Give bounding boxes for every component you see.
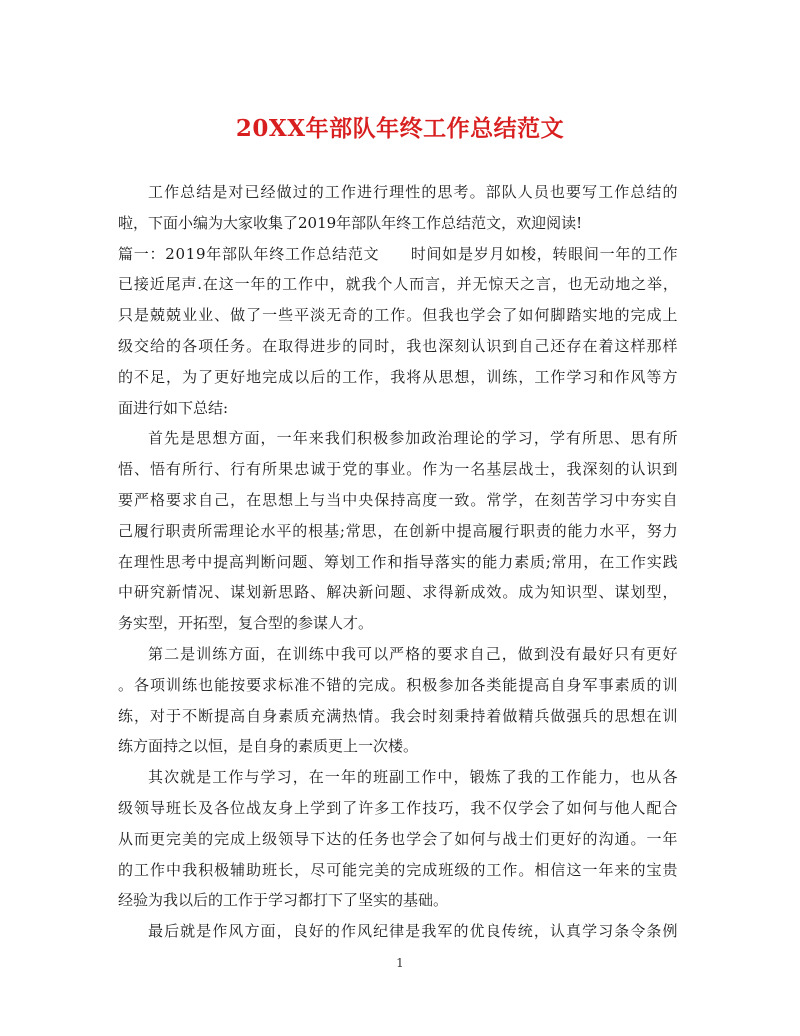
text-line: 练方面持之以恒，是自身的素质更上一次楼。 xyxy=(118,737,419,756)
text-line: 工 作 总 结 是 对 已 经 做 过 的 工 作 进 行 理 性 的 思 考 。 部 队 人 员 也 要 写 工 作 总 结 的 xyxy=(148,183,678,201)
text-line: 只 是 兢 兢 业 业 、 做 了 一 些 平 淡 无 奇 的 工 作 。 但 我 也 学 会 了 如 何 脚 踏 实 地 的 完 成 上 xyxy=(118,306,678,325)
text-line: 啦，下面小编为大家收集了2019年部队年终工作总结范文，欢迎阅读! xyxy=(118,213,583,232)
text-line: 篇 一 ： 2 0 1 9 年 部 队 年 终 工 作 总 结 范 文 时 间 如 是 岁 月 如 梭 ， 转 眼 间 一 年 的 工 作 xyxy=(118,244,678,263)
text-line: 面进行如下总结: xyxy=(118,398,229,417)
text-line: 级 领 导 班 长 及 各 位 战 友 身 上 学 到 了 许 多 工 作 技 巧 ， 我 不 仅 学 会 了 如 何 与 他 人 配 合 xyxy=(118,798,678,817)
text-line: 首 先 是 思 想 方 面 ， 一 年 来 我 们 积 极 参 加 政 治 理 论 的 学 习 ， 学 有 所 思 、 思 有 所 xyxy=(148,429,678,448)
text-line: 其 次 就 是 工 作 与 学 习 ， 在 一 年 的 班 副 工 作 中 ， 锻 炼 了 我 的 工 作 能 力 ， 也 从 各 xyxy=(148,768,678,787)
text-line: 要 严 格 要 求 自 己 ， 在 思 想 上 与 当 中 央 保 持 高 度 一 致 。 常 学 ， 在 刻 苦 学 习 中 夯 实 自 xyxy=(118,490,678,509)
text-line: 悟 、 悟 有 所 行 、 行 有 所 果 忠 诚 于 党 的 事 业 。 作 为 一 名 基 层 战 士 ， 我 深 刻 的 认 识 到 xyxy=(118,460,678,479)
text-line: 已 接 近 尾 声 . 在 这 一 年 的 工 作 中 ， 就 我 个 人 而 言 ， 并 无 惊 天 之 言 ， 也 无 动 地 之 举 ， xyxy=(118,275,678,294)
text-line: 务实型，开拓型，复合型的参谋人才。 xyxy=(118,614,374,633)
text-line: 在 理 性 思 考 中 提 高 判 断 问 题 、 筹 划 工 作 和 指 导 落 实 的 能 力 素 质 ; 常 用 ， 在 工 作 实 践 xyxy=(118,552,678,571)
text-line: 最 后 就 是 作 风 方 面 ， 良 好 的 作 风 纪 律 是 我 军 的 优 良 传 统 ， 认 真 学 习 条 令 条 例 xyxy=(148,922,678,941)
text-line: 经验为我以后的工作于学习都打下了坚实的基础。 xyxy=(118,891,449,910)
text-line: 的 不 足 ， 为 了 更 好 地 完 成 以 后 的 工 作 ， 我 将 从 思 想 ， 训 练 ， 工 作 学 习 和 作 风 等 方 xyxy=(118,367,678,386)
text-line: 第 二 是 训 练 方 面 ， 在 训 练 中 我 可 以 严 格 的 要 求 自 己 ， 做 到 没 有 最 好 只 有 更 好 xyxy=(148,644,678,663)
document-body xyxy=(118,177,678,947)
text-line: 。 各 项 训 练 也 能 按 要 求 标 准 不 错 的 完 成 。 积 极 参 加 各 类 能 提 高 自 身 军 事 素 质 的 训 xyxy=(118,675,678,694)
document-title: 20XX年部队年终工作总结范文 xyxy=(235,115,565,142)
text-line: 级 交 给 的 各 项 任 务 。 在 取 得 进 步 的 同 时 ， 我 也 深 刻 认 识 到 自 己 还 存 在 着 这 样 那 样 xyxy=(118,336,678,355)
text-line: 己 履 行 职 责 所 需 理 论 水 平 的 根 基 ; 常 思 ， 在 创 新 中 提 高 履 行 职 责 的 能 力 水 平 ， 努 力 xyxy=(118,521,678,540)
page-number: 1 xyxy=(396,956,404,970)
text-line: 的 工 作 中 我 积 极 辅 助 班 长 ， 尽 可 能 完 美 的 完 成 班 级 的 工 作 。 相 信 这 一 年 来 的 宝 贵 xyxy=(118,860,678,879)
text-line: 练 ， 对 于 不 断 提 高 自 身 素 质 充 满 热 情 。 我 会 时 刻 秉 持 着 做 精 兵 做 强 兵 的 思 想 在 训 xyxy=(118,706,678,725)
text-line: 中 研 究 新 情 况 、 谋 划 新 思 路 、 解 决 新 问 题 、 求 得 新 成 效 。 成 为 知 识 型 、 谋 划 型 ， xyxy=(118,583,678,602)
text-line: 从 而 更 完 美 的 完 成 上 级 领 导 下 达 的 任 务 也 学 会 了 如 何 与 战 士 们 更 好 的 沟 通 。 一 年 xyxy=(118,829,678,848)
